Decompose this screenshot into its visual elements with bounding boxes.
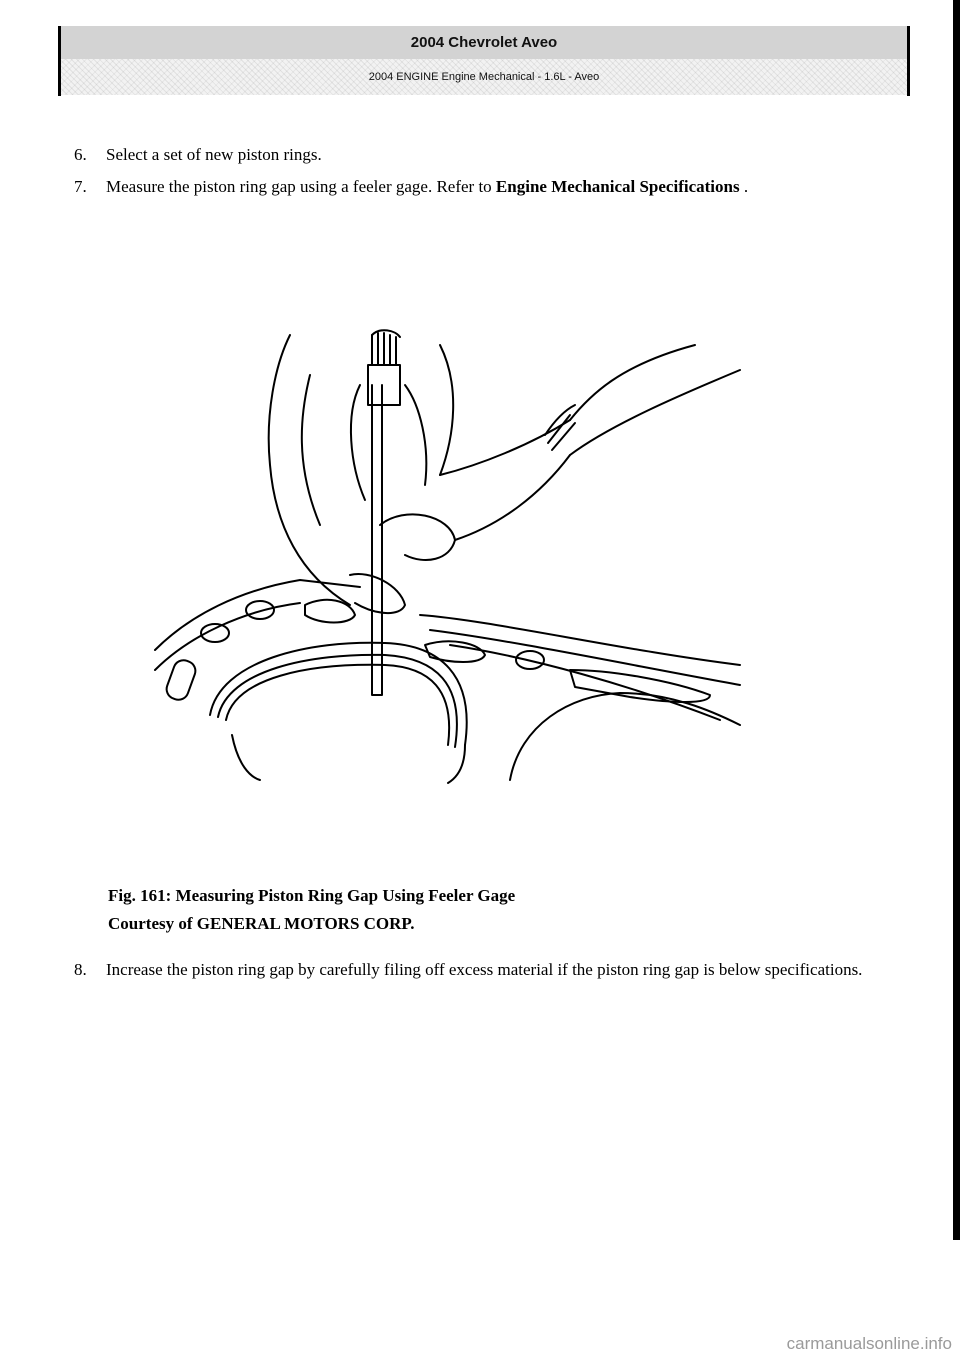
document-title: 2004 Chevrolet Aveo [61, 26, 907, 59]
feeler-gage-illustration [150, 325, 750, 795]
caption-credit: Courtesy of GENERAL MOTORS CORP. [108, 914, 415, 933]
figure-caption [108, 882, 515, 938]
step-text: Measure the piston ring gap using a feeler gage. Refer to Engine Mechanical Specifications . [106, 177, 749, 196]
caption-title: Fig. 161: Measuring Piston Ring Gap Using Feeler Gage [108, 886, 516, 905]
step-text: Increase the piston ring gap by carefully filing off excess material if the piston ring gap is below specifications. [106, 960, 863, 979]
page-header [58, 26, 910, 96]
step-number: 6. [74, 145, 87, 164]
step-number: 8. [74, 960, 87, 979]
page-edge-bar [953, 0, 960, 1240]
watermark: carmanualsonline.info [786, 1334, 952, 1353]
document-subtitle: 2004 ENGINE Engine Mechanical - 1.6L - Aveo [61, 59, 907, 95]
step-number: 7. [74, 177, 87, 196]
step-text: Select a set of new piston rings. [106, 145, 322, 164]
specifications-link[interactable]: Engine Mechanical Specifications [495, 177, 740, 196]
